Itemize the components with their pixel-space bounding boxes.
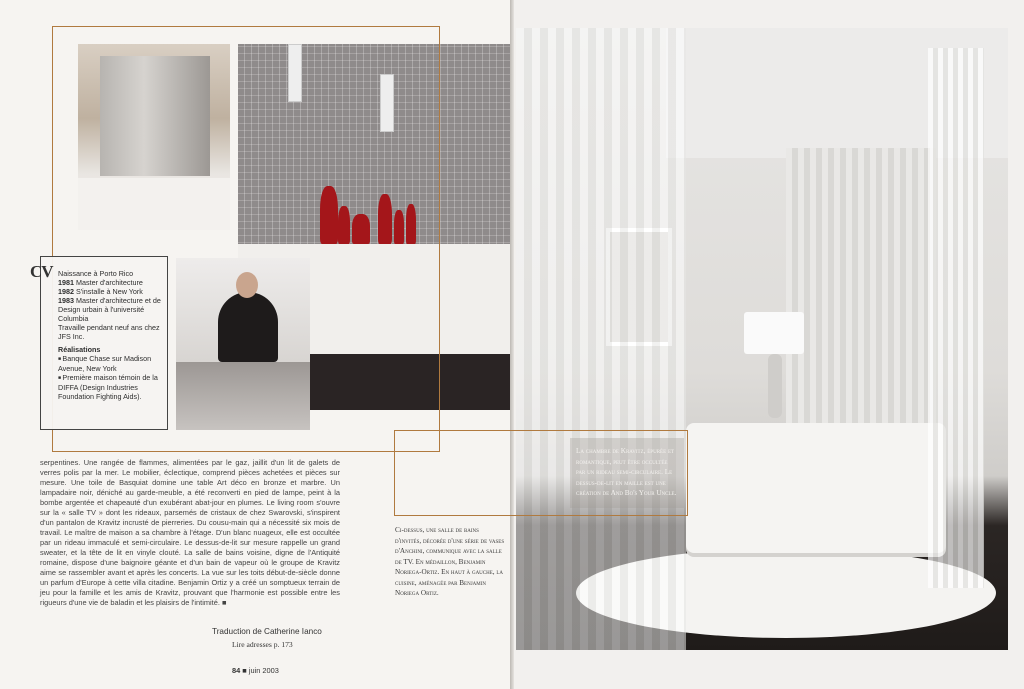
lamp-shade bbox=[744, 312, 804, 354]
page-number: 84 bbox=[232, 666, 241, 675]
bed bbox=[686, 423, 946, 553]
cv-mark: CV bbox=[30, 262, 53, 281]
cv-text bbox=[58, 269, 168, 401]
caption-bathroom: Ci-dessus, une salle de bains d'invités, décorée d'une série de vases d'Anchini, communique avec la salle de TV. En médaillon, Benjamin Noriega-Ortiz. En haut à gauche, la cuisine, aménagée par Benjamin Noriega Ortiz. bbox=[395, 526, 505, 597]
page-folio bbox=[232, 666, 279, 675]
cv-line: 1982 S'installe à New York bbox=[58, 287, 143, 296]
article-body: serpentines. Une rangée de flammes, alimentées par le gaz, jaillit d'un lit de galets de verres polis par la mer. Le mobilier, éclectique, comprend pièces achetées et pièces sur mesure. Une toile de Basquiat domine une table Art déco en bronze et marbre. Un lampadaire noir, déniché au garde-meuble, a été reconverti en pied de lampe, peint à la bombe argentée et chapeauté d'un exubérant abat-jour en plumes. Le living room s'ouvre sur la « salle TV » dont les rideaux, parsemés de cristaux de chez Swarovski, s'inspirent d'un pantalon de Kravitz incrusté de pierreries. Du cousu-main qui a nécessité six mois de travail. Le maître de maison a sa chambre à l'étage. D'un blanc nuageux, elle est occultée par un rideau immaculé et semi-circulaire. Le dessus-de-lit sur mesure rappelle un grand sweater, et la tête de lit en vinyle clouté. La salle de bains voisine, digne de l'Antiquité romaine, dispose d'une baignoire géante et d'un bain de vapeur où le groupe de Kravitz aime se rassembler avant et après les concerts. La vue sur les toits début-de-siècle donne un parfum d'Europe à cette villa citadine. Benjamin Ortiz y a créé un somptueux terrain de jeu pour la famille et les amis de Kravitz, prouvant que l'harmonie est possible entre les rigueurs d'une vie de baladin et les plaisirs de l'intimité. ■ bbox=[40, 458, 340, 607]
realisation-item: ■ Banque Chase sur Madison Avenue, New York bbox=[58, 354, 168, 373]
cv-line: 1981 Master d'architecture bbox=[58, 278, 143, 287]
bedroom-photo bbox=[516, 28, 1008, 650]
end-mark: ■ bbox=[221, 598, 227, 607]
cv-line: Naissance à Porto Rico bbox=[58, 269, 134, 278]
translator-credit: Traduction de Catherine Ianco bbox=[212, 627, 322, 636]
addresses-reference: Lire adresses p. 173 bbox=[232, 640, 293, 649]
cv-line: 1983 Master d'architecture et de Design urbain à l'université Columbia bbox=[58, 296, 161, 323]
folio-separator: ■ bbox=[242, 666, 247, 675]
cv-line: Travaille pendant neuf ans chez JFS Inc. bbox=[58, 323, 160, 341]
realisation-item: ■ Première maison témoin de la DIFFA (Design Industries Foundation Fighting Aids). bbox=[58, 373, 168, 401]
issue-date: juin 2003 bbox=[248, 666, 279, 675]
sheer-curtain-right bbox=[928, 48, 984, 588]
back-curtain bbox=[786, 148, 936, 438]
sheer-curtain-left bbox=[516, 28, 686, 650]
lamp-base bbox=[768, 354, 782, 418]
realisations-heading: Réalisations bbox=[58, 345, 101, 354]
caption-bedroom: La chambre de Kravitz, épurée et romantique, peut être occultée par un rideau semi-circulaire. Le dessus-de-lit en maille est une création de And Bo's Your Uncle. bbox=[576, 447, 677, 497]
